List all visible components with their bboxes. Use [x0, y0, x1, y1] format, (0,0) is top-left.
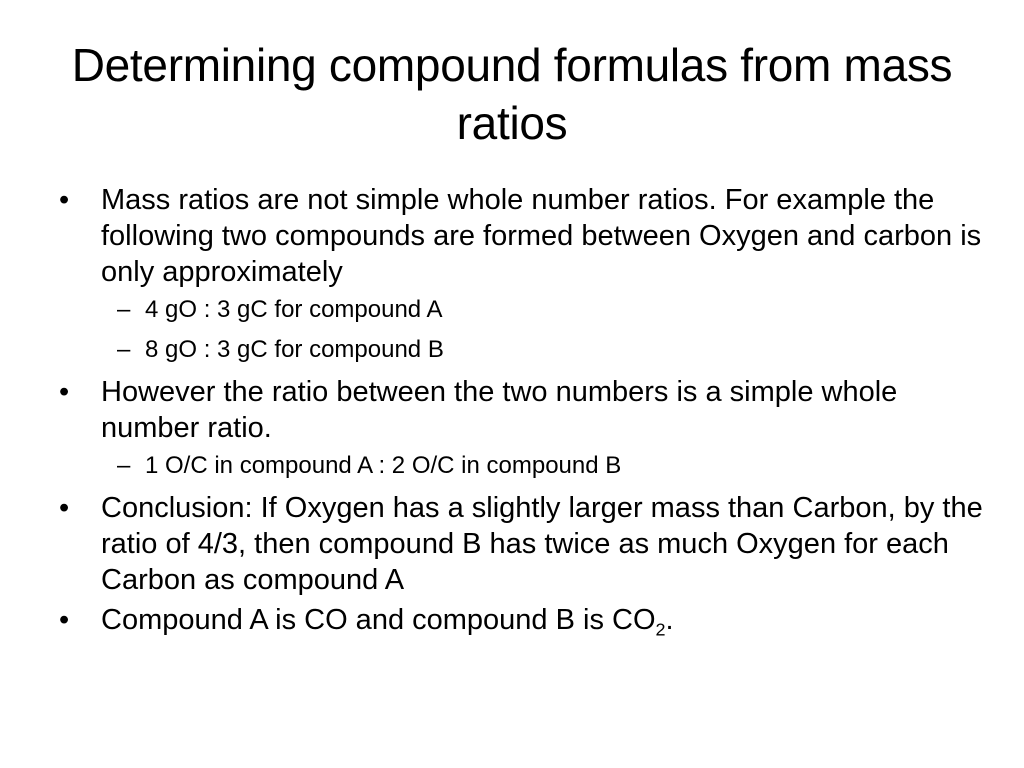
bullet-item: [55, 602, 985, 638]
bullet-text-main: Compound A is CO and compound B is CO: [101, 604, 656, 636]
sub-bullet-text: 8 gO : 3 gC for compound B: [145, 336, 444, 363]
sub-bullet-text: 4 gO : 3 gC for compound A: [145, 296, 443, 323]
bullet-item: [55, 490, 985, 598]
bullet-icon: •: [59, 604, 70, 636]
bullet-text: However the ratio between the two numbers is a simple whole number ratio.: [101, 376, 898, 444]
slide-title: Determining compound formulas from mass ratios: [71, 39, 953, 149]
bullet-item: [55, 374, 985, 446]
sub-bullet-text: 1 O/C in compound A : 2 O/C in compound B: [145, 452, 622, 479]
bullet-icon: •: [59, 184, 70, 216]
sub-bullet-item: [55, 334, 985, 366]
bullet-text-end: .: [665, 604, 674, 636]
bullet-text: Conclusion: If Oxygen has a slightly larger mass than Carbon, by the ratio of 4/3, then compound B has twice as much Oxygen for each Carbon as compound A: [101, 492, 983, 596]
subscript-text: 2: [655, 619, 666, 640]
bullet-icon: •: [59, 492, 70, 524]
bullet-text: Mass ratios are not simple whole number ratios. For example the following two compounds are formed between Oxygen and carbon is only approximately: [101, 184, 982, 288]
sub-bullet-item: [55, 294, 985, 326]
bullet-item: [55, 182, 985, 290]
bullet-icon: •: [59, 376, 70, 408]
bullet-text: [101, 604, 674, 640]
dash-icon: –: [117, 452, 131, 479]
dash-icon: –: [117, 336, 131, 363]
dash-icon: –: [117, 296, 131, 323]
sub-bullet-item: [55, 450, 985, 482]
slide-body: [55, 182, 985, 642]
